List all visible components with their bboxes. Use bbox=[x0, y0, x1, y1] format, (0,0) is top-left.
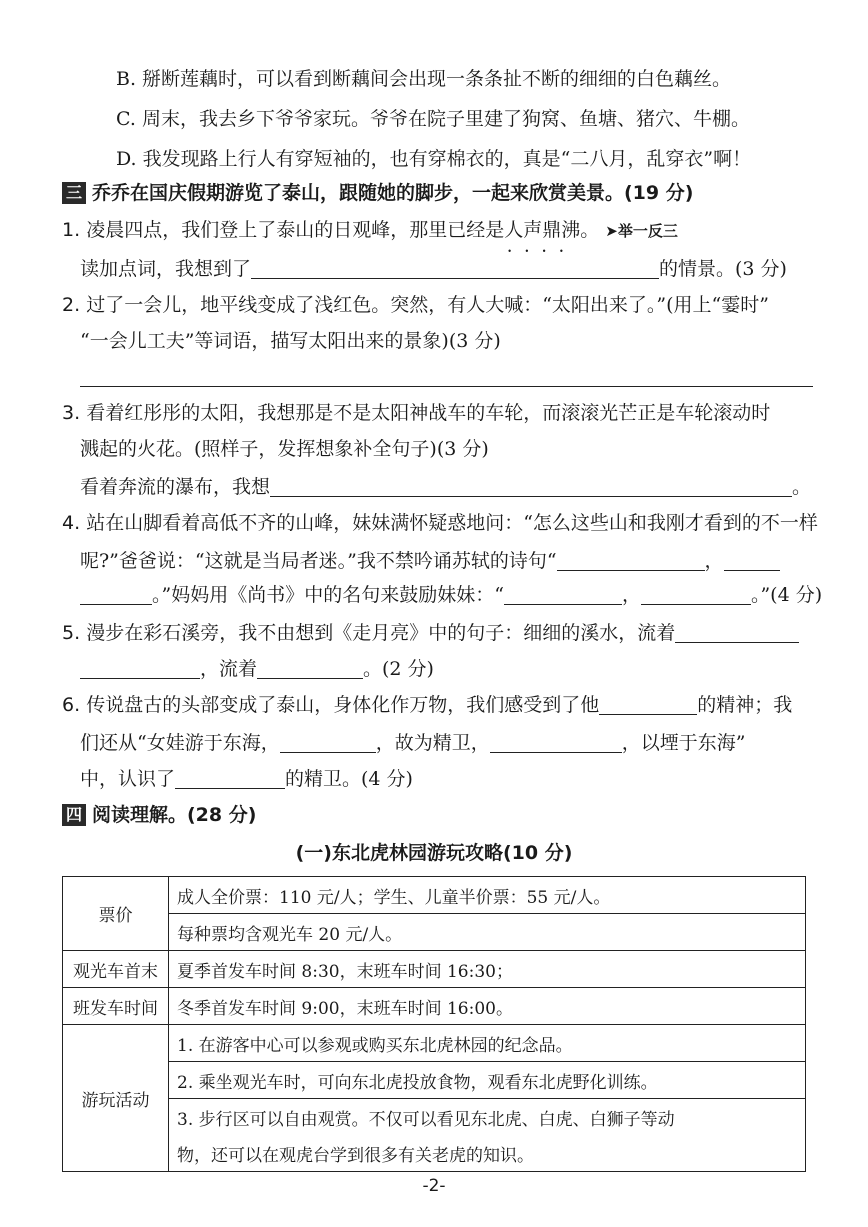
table-row bbox=[63, 1135, 806, 1172]
section-4-badge: 四 bbox=[62, 804, 86, 826]
q6-number: 6. bbox=[62, 694, 81, 716]
q6-line1: 6. 传说盘古的头部变成了泰山，身体化作万物，我们感受到了他 的精神；我 bbox=[62, 694, 793, 716]
q5-blank-1-cont[interactable] bbox=[80, 658, 200, 679]
q6-trait-blank[interactable] bbox=[175, 768, 285, 789]
section-3-heading bbox=[62, 180, 693, 206]
q4-quote-blank-1[interactable] bbox=[504, 584, 622, 605]
q6-line3: 中，认识了 的精卫。(4 分) bbox=[80, 768, 413, 790]
q5-line1: 5. 漫步在彩石溪旁，我不由想到《走月亮》中的句子：细细的溪水，流着 bbox=[62, 620, 799, 646]
option-c: C. 周末，我去乡下爷爷家玩。爷爷在院子里建了狗窝、鱼塘、猪穴、牛棚。 bbox=[116, 108, 750, 130]
table-row bbox=[63, 877, 806, 914]
table-row bbox=[63, 988, 806, 1025]
q3-answer-blank[interactable] bbox=[270, 476, 792, 497]
q1-line2: 读加点词，我想到了 的情景。(3 分) bbox=[80, 258, 787, 280]
tip-tag: ➤举一反三 bbox=[605, 222, 678, 240]
q5-blank-2[interactable] bbox=[257, 658, 363, 679]
label-activities: 游玩活动 bbox=[63, 1025, 169, 1172]
label-shuttle-time-b: 班发车时间 bbox=[63, 988, 169, 1025]
section-4-heading bbox=[62, 802, 256, 828]
q6-quote-blank-2[interactable] bbox=[490, 732, 622, 753]
q1-line1: 1. 凌晨四点，我们登上了泰山的日观峰，那里已经是人声鼎沸 • • • •。 ➤举一反三 bbox=[62, 217, 678, 244]
q6-quote-blank-1[interactable] bbox=[280, 732, 376, 753]
q4-line1: 4. 站在山脚看着高低不齐的山峰，妹妹满怀疑惑地问：“怎么这些山和我刚才看到的不一样 bbox=[62, 512, 818, 534]
section-4-title: 阅读理解。(28 分) bbox=[92, 804, 257, 826]
table-cell: 每种票均含观光车 20 元/人。 bbox=[169, 914, 806, 951]
table-cell: 1. 在游客中心可以参观或购买东北虎林园的纪念品。 bbox=[169, 1025, 806, 1062]
q3-line1: 3. 看着红彤彤的太阳，我想那是不是太阳神战车的车轮，而滚滚光芒正是车轮滚动时 bbox=[62, 402, 771, 424]
q4-line2: 呢?”爸爸说：“这就是当局者迷。”我不禁吟诵苏轼的诗句“ ， bbox=[80, 548, 780, 574]
q6-spirit-blank[interactable] bbox=[599, 694, 697, 715]
q2-number: 2. bbox=[62, 294, 81, 316]
section-3-title: 乔乔在国庆假期游览了泰山，跟随她的脚步，一起来欣赏美景。(19 分) bbox=[92, 182, 694, 204]
label-shuttle-time-a: 观光车首末 bbox=[63, 951, 169, 988]
table-row bbox=[63, 1062, 806, 1099]
option-d: D. 我发现路上行人有穿短袖的，也有穿棉衣的，真是“二八月，乱穿衣”啊！ bbox=[116, 148, 752, 170]
table-cell: 成人全价票：110 元/人；学生、儿童半价票：55 元/人。 bbox=[169, 877, 806, 914]
q5-line2: ，流着 。(2 分) bbox=[80, 656, 434, 682]
table-cell: 物，还可以在观虎台学到很多有关老虎的知识。 bbox=[169, 1135, 806, 1172]
q2-line2: “一会儿工夫”等词语，描写太阳出来的景象)(3 分) bbox=[80, 330, 501, 352]
table-cell: 夏季首发车时间 8:30，末班车时间 16:30； bbox=[169, 951, 806, 988]
option-b: B. 掰断莲藕时，可以看到断藕间会出现一条条扯不断的细细的白色藕丝。 bbox=[116, 68, 732, 90]
table-row bbox=[63, 1099, 806, 1136]
table-row bbox=[63, 951, 806, 988]
dotted-words: 人声鼎沸 • • • • bbox=[504, 219, 580, 241]
reading-subtitle: (一)东北虎林园游玩攻略(10 分) bbox=[295, 842, 573, 864]
q4-poem-blank-1[interactable] bbox=[557, 550, 705, 571]
table-row bbox=[63, 1025, 806, 1062]
q4-number: 4. bbox=[62, 512, 81, 534]
q6-line2: 们还从“女娃游于东海， ，故为精卫， ，以堙于东海” bbox=[80, 732, 746, 754]
table-cell: 冬季首发车时间 9:00，末班车时间 16:00。 bbox=[169, 988, 806, 1025]
q3-line3: 看着奔流的瀑布，我想 。 bbox=[80, 476, 812, 498]
q1-answer-blank[interactable] bbox=[251, 258, 659, 279]
q1-number: 1. bbox=[62, 219, 81, 241]
table-row bbox=[63, 914, 806, 951]
section-3-badge: 三 bbox=[62, 182, 86, 204]
page-number: -2- bbox=[422, 1176, 446, 1196]
q5-blank-1[interactable] bbox=[675, 622, 799, 643]
q3-line2: 溅起的火花。(照样子，发挥想象补全句子)(3 分) bbox=[80, 438, 489, 460]
table-cell: 2. 乘坐观光车时，可向东北虎投放食物，观看东北虎野化训练。 bbox=[169, 1062, 806, 1099]
park-guide-table bbox=[62, 876, 806, 1172]
q4-quote-blank-2[interactable] bbox=[641, 584, 751, 605]
q4-poem-blank-2-cont[interactable] bbox=[80, 584, 152, 605]
q2-line1: 2. 过了一会儿，地平线变成了浅红色。突然，有人大喊：“太阳出来了。”(用上“霎时” bbox=[62, 294, 769, 316]
table-cell: 3. 步行区可以自由观赏。不仅可以看见东北虎、白虎、白狮子等动 bbox=[169, 1099, 806, 1136]
q2-answer-line[interactable] bbox=[80, 386, 813, 387]
q4-poem-blank-2[interactable] bbox=[724, 550, 780, 571]
q3-number: 3. bbox=[62, 402, 81, 424]
label-ticket-price: 票价 bbox=[63, 877, 169, 951]
q5-number: 5. bbox=[62, 622, 81, 644]
q4-line3: 。”妈妈用《尚书》中的名句来鼓励妹妹：“ ， 。”(4 分) bbox=[80, 582, 822, 608]
